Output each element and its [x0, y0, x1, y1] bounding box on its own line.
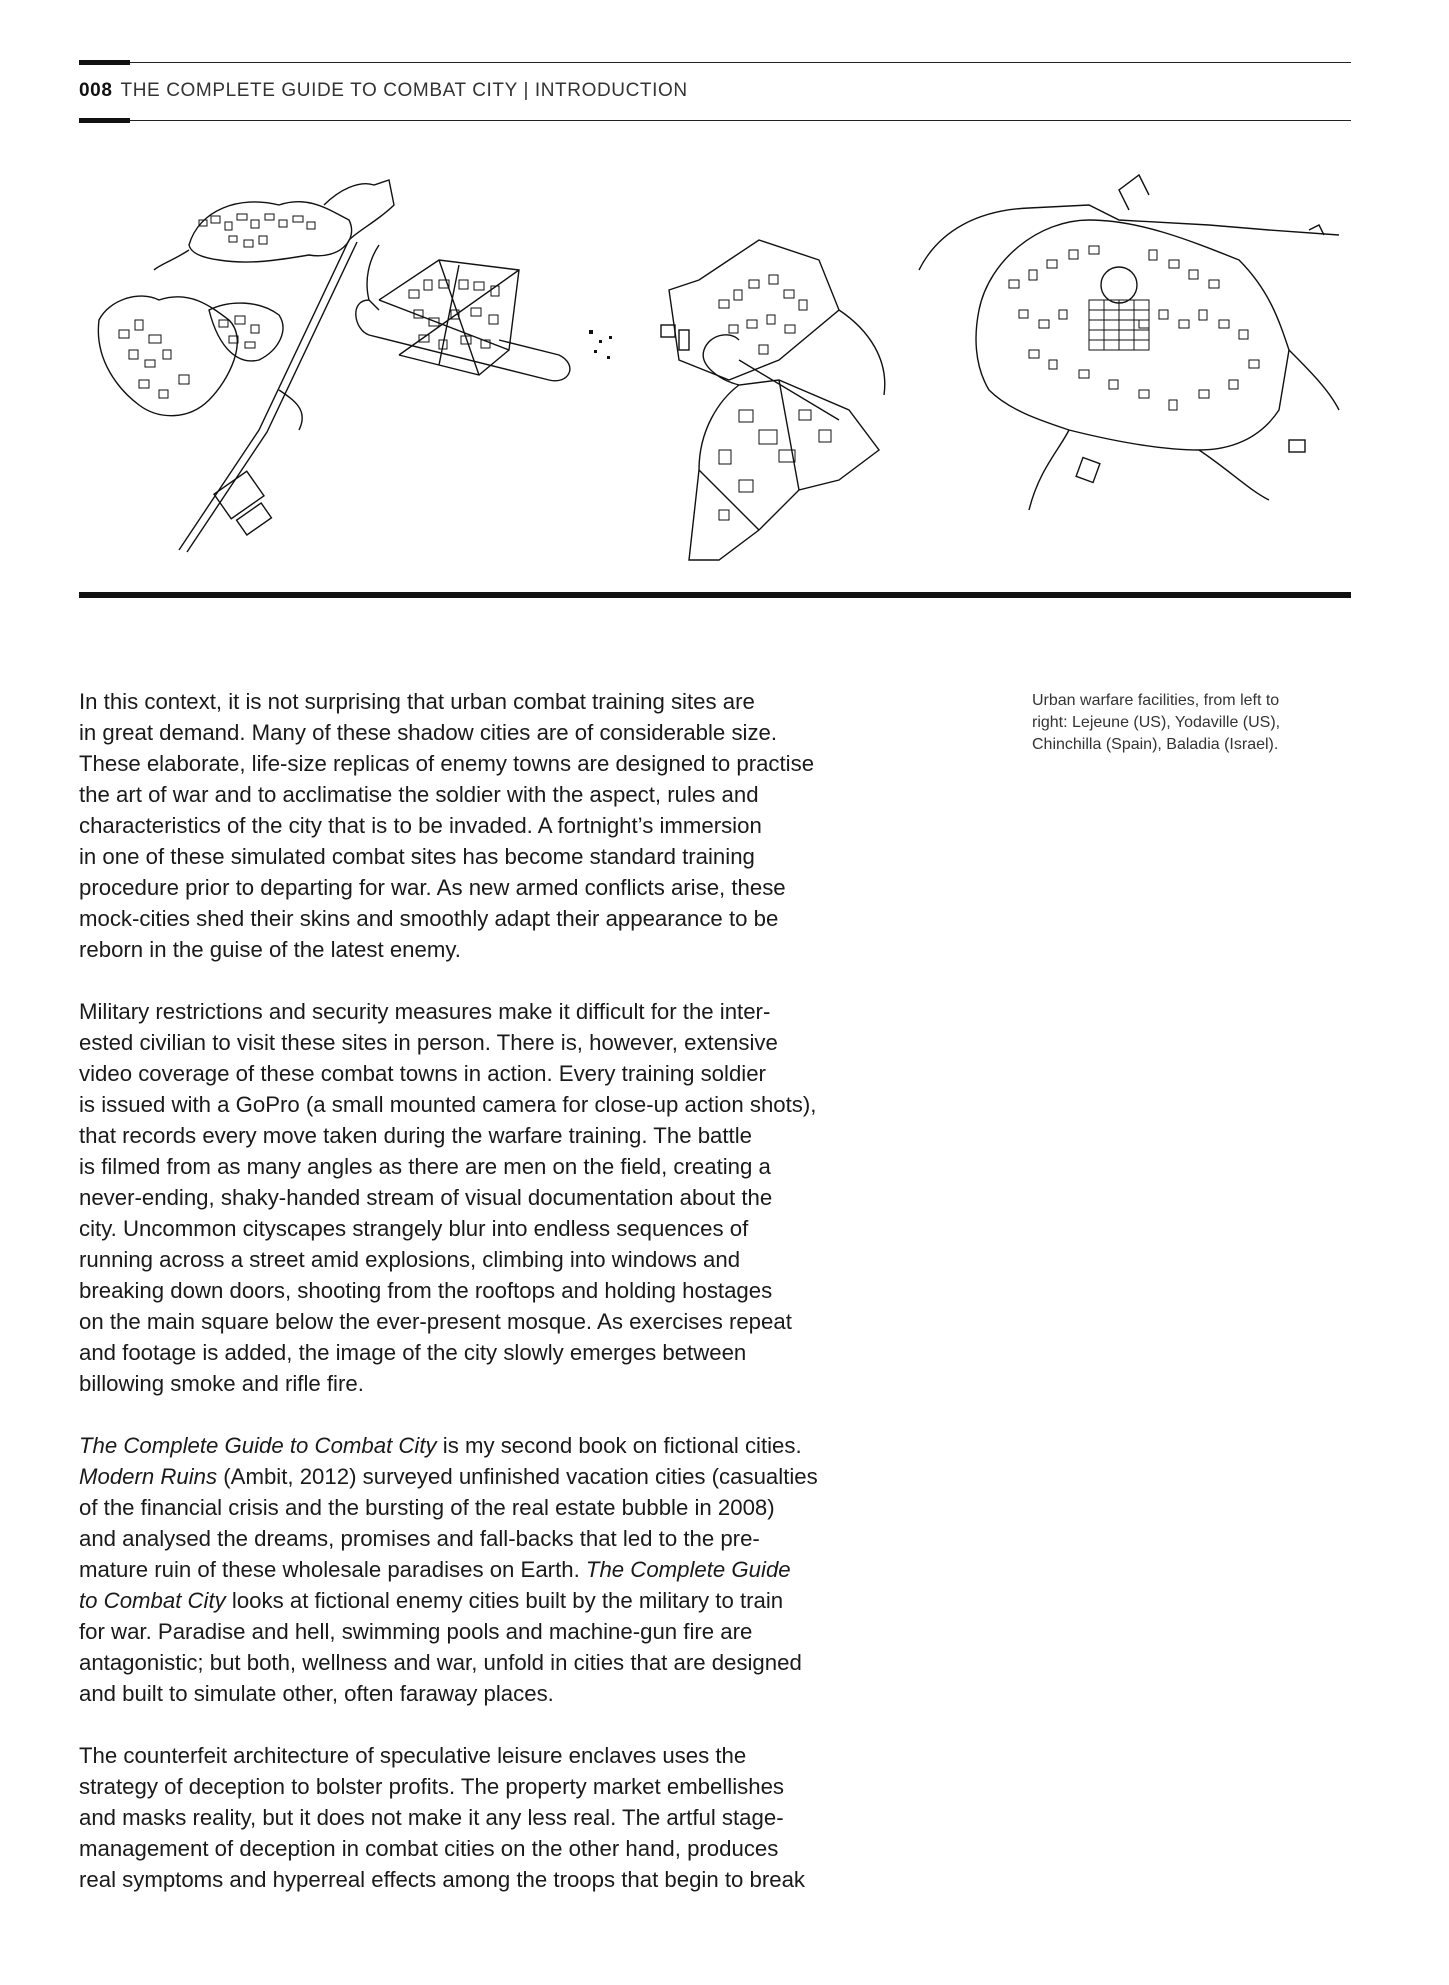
- paragraph-2: Military restrictions and security measures make it difficult for the inter- ested civilian to visit these sites in person. There is, however, extensive video coverage of these combat towns in action. Every training soldier is issued with a GoPro (a small mounted camera for close-up action shots), that records every move taken during the warfare training. The battle is filmed from as many angles as there are men on the field, creating a never-ending, shaky-handed stream of visual documentation about the city. Uncommon cityscapes strangely blur into endless sequences of running across a street amid explosions, climbing into windows and breaking down doors, shooting from the rooftops and holding hostages on the main square below the ever-present mosque. As exercises repeat and footage is added, the image of the city slowly emerges between billowing smoke and rifle fire.: [79, 999, 817, 1396]
- paragraph-1: In this context, it is not surprising that urban combat training sites are in great demand. Many of these shadow cities are of considerable size. These elaborate, life-size replicas of enemy towns are designed to practise the art of war and to acclimatise the soldier with the aspect, rules and characteristics of the city that is to be invaded. A fortnight’s immersion in one of these simulated combat sites has become standard training procedure prior to departing for war. As new armed conflicts arise, these mock-cities shed their skins and smoothly adapt their appearance to be reborn in the guise of the latest enemy.: [79, 689, 815, 962]
- paragraph-3: The Complete Guide to Combat City is my second book on fictional cities. Modern Ruins (Ambit, 2012) surveyed unfinished vacation cities (casualties of the financial crisis and the bursting of the real estate bubble in 2008) and analysed the dreams, promises and fall-backs that led to the pre- mature ruin of these wholesale paradises on Earth. The Complete Guide to Combat City looks at fictional enemy cities built by the military to train for war. Paradise and hell, swimming pools and machine-gun fire are antagonistic; but both, wellness and war, unfold in cities that are designed and built to simulate other, often faraway places.: [79, 1433, 818, 1706]
- top-rule: [130, 62, 1351, 63]
- header-rule-accent: [79, 118, 130, 123]
- map-yodaville: [356, 260, 612, 381]
- map-baladia: [919, 175, 1339, 510]
- top-rule-accent: [79, 60, 130, 65]
- map-lejeune: [98, 180, 394, 552]
- body-text: [79, 686, 924, 1926]
- book-title-complete-guide: The Complete Guide to Combat City: [79, 1433, 437, 1458]
- running-header: [79, 80, 1351, 108]
- book-title-complete-guide-2: The Complete Guide to Combat City: [79, 1557, 791, 1613]
- page-number: 008: [79, 80, 113, 101]
- book-title-modern-ruins: Modern Ruins: [79, 1464, 218, 1489]
- city-maps-figure: [79, 150, 1351, 570]
- header-rule: [130, 120, 1351, 121]
- figure-rule: [79, 592, 1351, 598]
- paragraph-4: The counterfeit architecture of speculative leisure enclaves uses the strategy of deception to bolster profits. The property market embellishes and masks reality, but it does not make it any less real. The artful stage- management of deception in combat cities on the other hand, produces real symptoms and hyperreal effects among the troops that begin to break: [79, 1743, 806, 1892]
- map-chinchilla: [661, 240, 885, 560]
- running-title: THE COMPLETE GUIDE TO COMBAT CITY | INTRODUCTION: [120, 80, 688, 101]
- figure-caption: Urban warfare facilities, from left to right: Lejeune (US), Yodaville (US), Chinchilla (Spain), Baladia (Israel).: [1032, 692, 1281, 753]
